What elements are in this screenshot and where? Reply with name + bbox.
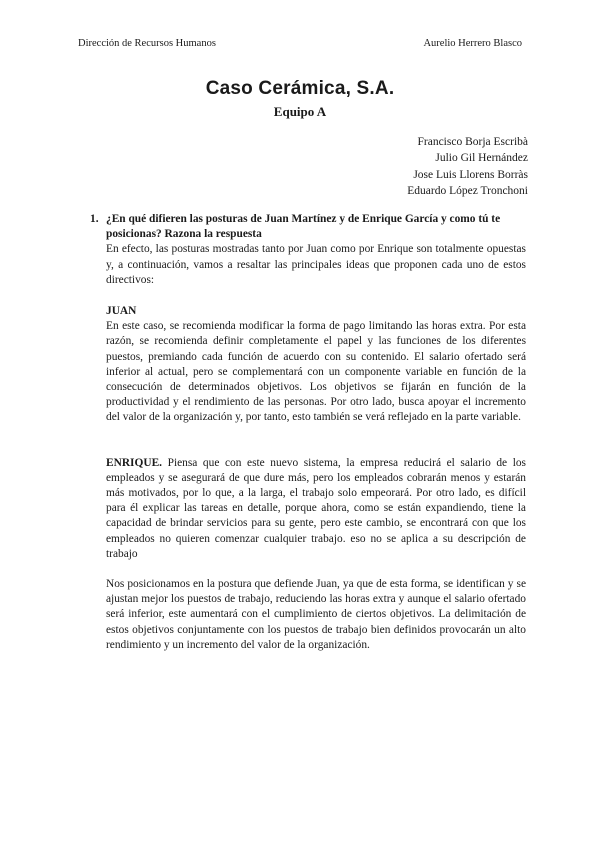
document-title: Caso Cerámica, S.A.: [205, 78, 395, 99]
enrique-heading: ENRIQUE.: [106, 456, 163, 469]
juan-heading: JUAN: [106, 305, 137, 318]
author-name: Julio Gil Hernández: [435, 152, 528, 165]
question-text: ¿En qué difieren las posturas de Juan Martínez y de Enrique García y como tú te posicionas? Razona la respuesta: [106, 213, 501, 241]
author-name: Eduardo López Tronchoni: [407, 184, 528, 197]
page-header: [78, 38, 522, 49]
author-name: Jose Luis Llorens Borràs: [413, 168, 528, 181]
question-number: 1.: [90, 213, 99, 225]
header-author: Aurelio Herrero Blasco: [423, 38, 522, 49]
juan-paragraph: En este caso, se recomienda modificar la forma de pago limitando las horas extra. Por esta razón, se recomienda definir completamente el papel y las funciones de los diferentes puestos, premiando cada función de acuerdo con su contenido. El salario ofertado será inferior al actual, pero se complementará con un componente variable en función de la consecución de determinados objetivos. Los objetivos se fijarán en función de la productividad y el rendimiento de las personas. Por otro lado, busca apoyar el incremento del valor de la organización y, por tanto, esto también se verá reflejado en la parte variable.: [106, 320, 526, 424]
enrique-text: Piensa que con este nuevo sistema, la empresa reducirá el salario de los empleados y se asegurará de que dure más, pero los empleados cobrarán menos y estarán más motivados, por lo que, a la larga, el trabajo solo empeorará. Por otro lado, es difícil para él explicar las tareas en detalle, porque ahora, como se están expandiendo, tiene la capacidad de brindar servicios para su gente, pero este cambio, se encontrará con que los empleados no quieren comenzar cualquier trabajo. eso no se aplica a su descripción de trabajo: [106, 456, 526, 560]
document-body: [90, 212, 526, 653]
document-subtitle: Equipo A: [273, 104, 327, 119]
enrique-paragraph: [106, 456, 526, 562]
author-name: Francisco Borja Escribà: [417, 136, 528, 148]
header-department: Dirección de Recursos Humanos: [78, 38, 216, 49]
intro-paragraph: En efecto, las posturas mostradas tanto por Juan como por Enrique son totalmente opuestas y, a continuación, vamos a resaltar las principales ideas que proponen cada uno de estos directivos:: [106, 243, 526, 286]
conclusion-paragraph: Nos posicionamos en la postura que defiende Juan, ya que de esta forma, se identifican y se ajustan mejor los puestos de trabajo, reduciendo las horas extra y aunque el salario ofertado será inferior, este aumentará con el cumplimiento de ciertos objetivos. La delimitación de estos objetivos conjuntamente con los puestos de trabajo bien definidos provocarán un alto rendimiento y un incremento del valor de la organización.: [106, 578, 526, 651]
author-list: [407, 134, 528, 199]
question-heading: [90, 212, 526, 242]
